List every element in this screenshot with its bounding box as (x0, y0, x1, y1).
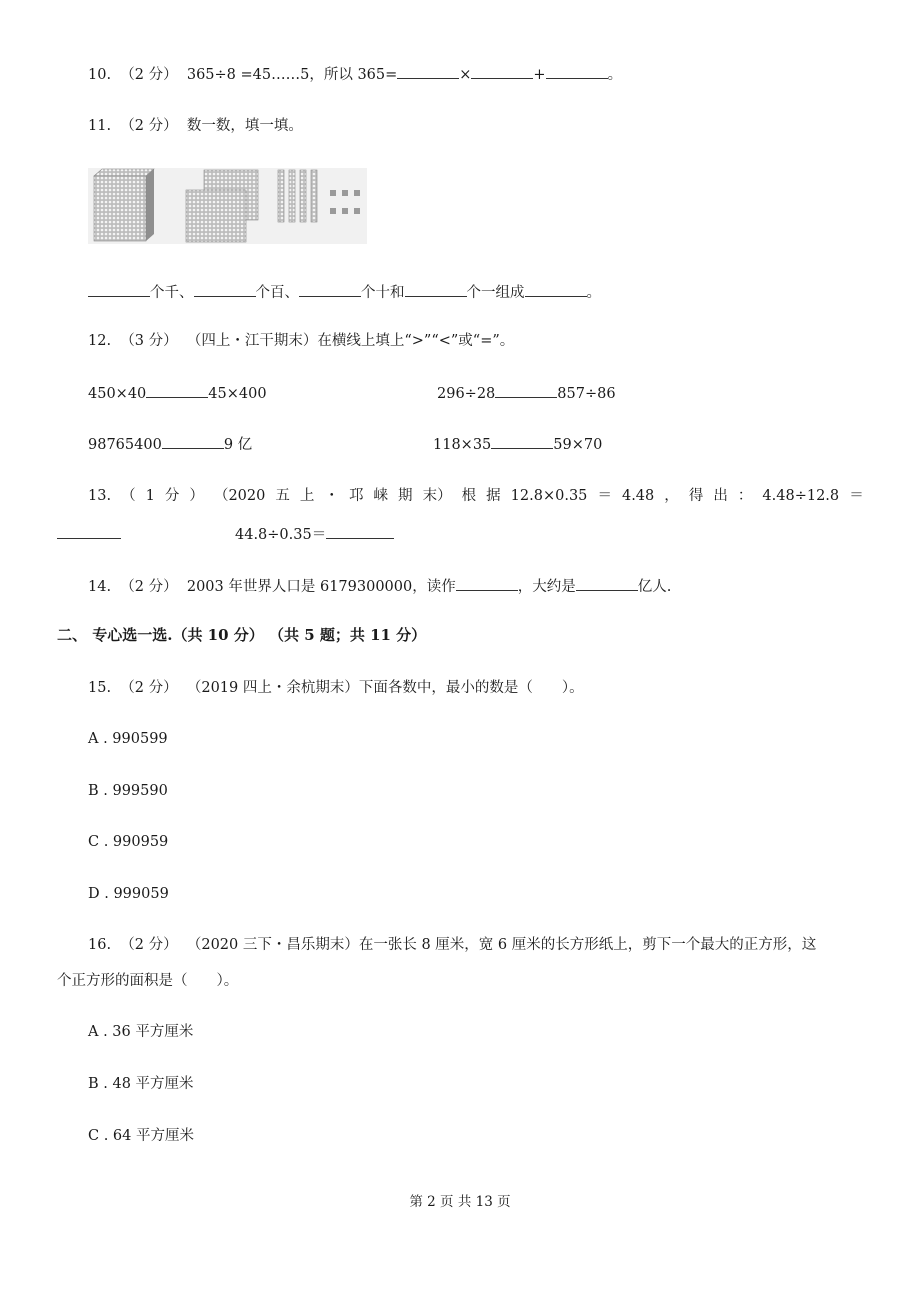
question-score: （2 分） (120, 67, 178, 83)
question-text: （2019 四上・余杭期末）下面各数中，最小的数是（ ）。 (186, 680, 584, 696)
compare-item-c: 98765400 9 亿 (88, 434, 252, 455)
answer-blank[interactable] (194, 282, 256, 297)
question-text: （2020 三下・昌乐期末）在一张长 8 厘米，宽 6 厘米的长方形纸上，剪下一个最大的正方形，这 (186, 937, 817, 953)
question-score: （2 分） (120, 118, 178, 134)
question-12 (88, 331, 514, 351)
question-score: （2 分） (120, 579, 178, 595)
question-16-continued: 个正方形的面积是（ ）。 (57, 973, 239, 989)
question-text: 数一数，填一填。 (186, 118, 303, 134)
section-heading: 二、 专心选一选.（共 10 分） （共 5 题；共 11 分） (57, 626, 427, 644)
question-16 (88, 935, 816, 955)
question-13-line-2: 44.8÷0.35＝ (235, 524, 394, 545)
answer-blank[interactable] (495, 383, 557, 398)
page-footer: 第 2 页 共 13 页 (409, 1194, 511, 1210)
question-score: （2 分） (120, 937, 178, 953)
question-number: 10. (88, 67, 112, 83)
compare-item-b: 296÷28 857÷86 (437, 383, 616, 404)
compare-item-d: 118×35 59×70 (433, 434, 602, 455)
answer-blank[interactable] (546, 64, 608, 79)
question-13: 13. （ 1 分 ） （2020 五 上 ・ 邛 崃 期 末） 根 据 12.8×0.35 ＝ 4.48 ， 得 出 ： 4.48÷12.8 ＝ (88, 488, 864, 504)
question-text: 365÷8 =45……5，所以 365= (186, 67, 398, 83)
option-b[interactable]: B . 48 平方厘米 (88, 1076, 194, 1092)
option-d[interactable]: D . 999059 (88, 886, 169, 902)
answer-blank[interactable] (405, 282, 467, 297)
question-11-answer-line: 个千、 个百、 个十和 个一组成 。 (88, 282, 601, 303)
question-number: 15. (88, 680, 112, 696)
option-a[interactable]: A . 36 平方厘米 (88, 1024, 194, 1040)
question-number: 12. (88, 333, 112, 349)
question-10: 10. （2 分） 365÷8 =45……5，所以 365= × + 。 (88, 64, 622, 85)
question-11 (88, 116, 303, 136)
question-number: 11. (88, 118, 112, 134)
answer-blank[interactable] (299, 282, 361, 297)
plus-sign: + (533, 67, 546, 83)
option-a[interactable]: A . 990599 (88, 731, 168, 747)
question-score: （2 分） (120, 680, 178, 696)
answer-blank[interactable] (57, 524, 121, 539)
option-b[interactable]: B . 999590 (88, 783, 168, 799)
answer-blank[interactable] (576, 576, 638, 591)
answer-blank[interactable] (146, 383, 208, 398)
question-14: 14. （2 分） 2003 年世界人口是 6179300000，读作 ，大约是 亿人. (88, 576, 671, 597)
question-15 (88, 678, 584, 698)
answer-blank[interactable] (491, 434, 553, 449)
question-number: 14. (88, 579, 112, 595)
answer-blank[interactable] (525, 282, 587, 297)
option-c[interactable]: C . 990959 (88, 834, 169, 850)
answer-blank[interactable] (326, 524, 394, 539)
question-text: （四上・江干期末）在横线上填上“>”“<”或“=”。 (186, 333, 515, 349)
question-score: （3 分） (120, 333, 178, 349)
option-c[interactable]: C . 64 平方厘米 (88, 1128, 194, 1144)
answer-blank[interactable] (456, 576, 518, 591)
answer-blank[interactable] (88, 282, 150, 297)
times-sign: × (459, 67, 472, 83)
answer-blank[interactable] (471, 64, 533, 79)
answer-blank[interactable] (162, 434, 224, 449)
question-number: 16. (88, 937, 112, 953)
question-text: 2003 年世界人口是 6179300000，读作 (186, 579, 456, 595)
base-ten-blocks-image (88, 168, 367, 244)
answer-blank[interactable] (397, 64, 459, 79)
question-13-blank-1 (57, 524, 121, 545)
compare-item-a: 450×40 45×400 (88, 383, 267, 404)
